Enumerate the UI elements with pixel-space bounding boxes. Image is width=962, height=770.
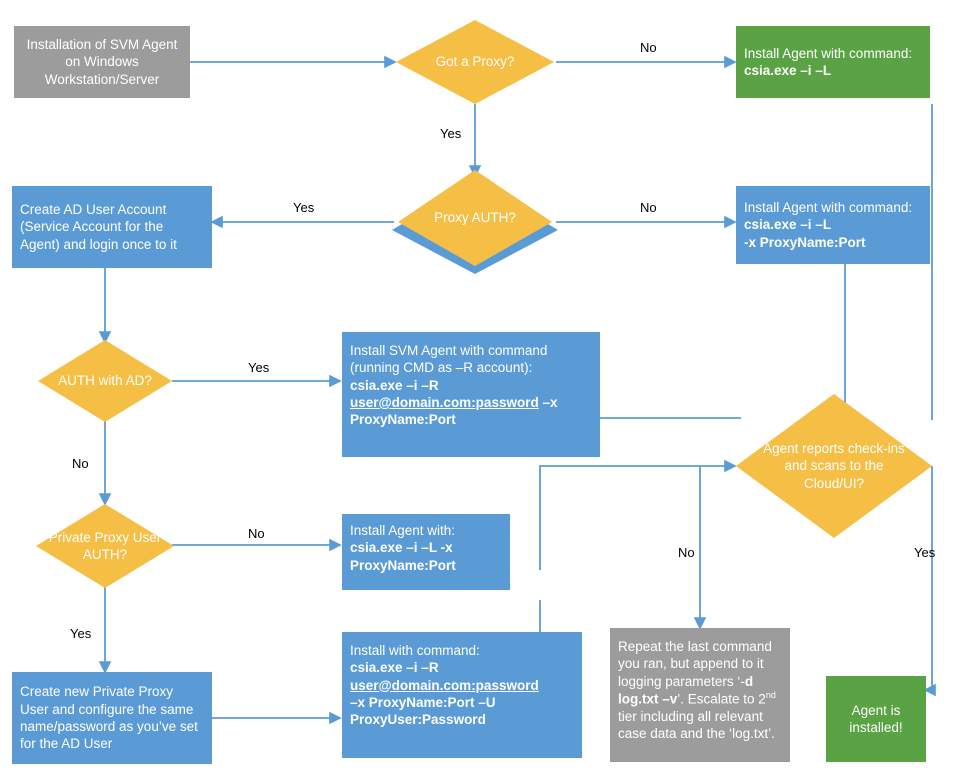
edge-label-private-proxy-yes: Yes <box>70 626 92 641</box>
node-install-with-proxy-command2: -x ProxyName:Port <box>744 234 866 250</box>
node-repeat-last-command-d: tier including all relevant case data and the ‘log.txt’. <box>618 708 775 741</box>
node-install-no-proxy <box>736 26 930 98</box>
edge-label-reports-no: No <box>678 545 695 560</box>
node-install-svm-agent-ad-line1: Install SVM Agent with command (running CMD as –R account): <box>350 343 548 376</box>
node-repeat-last-command <box>610 628 790 762</box>
edge-label-got-proxy-no: No <box>640 40 657 55</box>
node-install-agent-with-cmd2: ProxyName:Port <box>350 557 456 573</box>
node-install-with-command <box>342 632 582 758</box>
edge-label-proxy-auth-yes: Yes <box>293 200 315 215</box>
node-install-svm-agent-ad-cmd2-tail: –x <box>538 394 558 410</box>
node-repeat-last-command-sup: nd <box>765 689 776 700</box>
decision-private-proxy-user-auth-label: Private Proxy User AUTH? <box>48 529 162 562</box>
node-create-private-proxy-user <box>12 672 212 764</box>
node-install-svm-agent-ad-cmd2: user@domain.com:password <box>350 394 539 410</box>
node-repeat-last-command-c: ’. Escalate to 2 <box>677 691 766 707</box>
edge-label-private-proxy-no: No <box>248 526 265 541</box>
node-install-agent-with-line1: Install Agent with: <box>350 523 456 538</box>
node-install-with-command-cmd4: ProxyUser:Password <box>350 712 486 728</box>
node-install-with-proxy-command: csia.exe –i –L <box>744 217 832 233</box>
edge-label-got-proxy-yes: Yes <box>440 126 462 141</box>
node-install-with-proxy <box>736 186 930 264</box>
decision-got-a-proxy <box>394 18 556 106</box>
node-install-no-proxy-text: Install Agent with command: <box>744 45 913 61</box>
node-agent-installed <box>826 676 926 762</box>
decision-proxy-auth <box>392 170 558 274</box>
decision-proxy-auth-label: Proxy AUTH? <box>434 210 516 226</box>
edge-label-proxy-auth-no: No <box>640 200 657 215</box>
node-create-ad-user <box>12 186 212 268</box>
node-start-label: Installation of SVM Agent on Windows Workstation/Server <box>26 37 178 87</box>
node-install-with-command-cmd3: –x ProxyName:Port –U <box>350 694 496 710</box>
decision-agent-reports <box>736 394 932 538</box>
node-install-with-command-cmd1: csia.exe –i –R <box>350 660 439 676</box>
decision-auth-with-ad-label: AUTH with AD? <box>58 373 152 389</box>
decision-private-proxy-user-auth <box>36 504 174 588</box>
decision-got-a-proxy-label: Got a Proxy? <box>435 54 515 70</box>
node-start <box>14 26 190 98</box>
node-install-agent-with <box>342 514 510 590</box>
node-install-svm-agent-ad <box>342 332 600 457</box>
node-install-with-command-line1: Install with command: <box>350 643 480 658</box>
node-create-private-proxy-user-label: Create new Private Proxy User and configure the same name/password as you’ve set for the AD User <box>20 684 198 752</box>
decision-agent-reports-label: Agent reports check-ins and scans to the Cloud/UI? <box>763 441 905 491</box>
node-repeat-last-command-a: Repeat the last command you ran, but append to it logging parameters ‘- <box>618 639 772 689</box>
edge-label-auth-ad-no: No <box>72 456 89 471</box>
node-create-ad-user-label: Create AD User Account (Service Account for the Agent) and login once to it <box>20 202 177 252</box>
node-install-agent-with-cmd1: csia.exe –i –L -x <box>350 540 453 556</box>
node-install-no-proxy-command: csia.exe –i –L <box>744 63 832 78</box>
node-install-svm-agent-ad-cmd3: ProxyName:Port <box>350 412 456 428</box>
node-install-svm-agent-ad-cmd1: csia.exe –i –R <box>350 377 439 393</box>
edge-label-reports-yes: Yes <box>914 545 936 560</box>
node-install-with-proxy-text: Install Agent with command: <box>744 200 913 216</box>
node-agent-installed-label: Agent is installed! <box>849 702 903 735</box>
edge-label-auth-ad-yes: Yes <box>248 360 270 375</box>
node-repeat-last-command-b: d log.txt –v <box>618 673 754 707</box>
decision-auth-with-ad <box>38 340 172 422</box>
node-install-with-command-cmd2: user@domain.com:password <box>350 677 539 693</box>
